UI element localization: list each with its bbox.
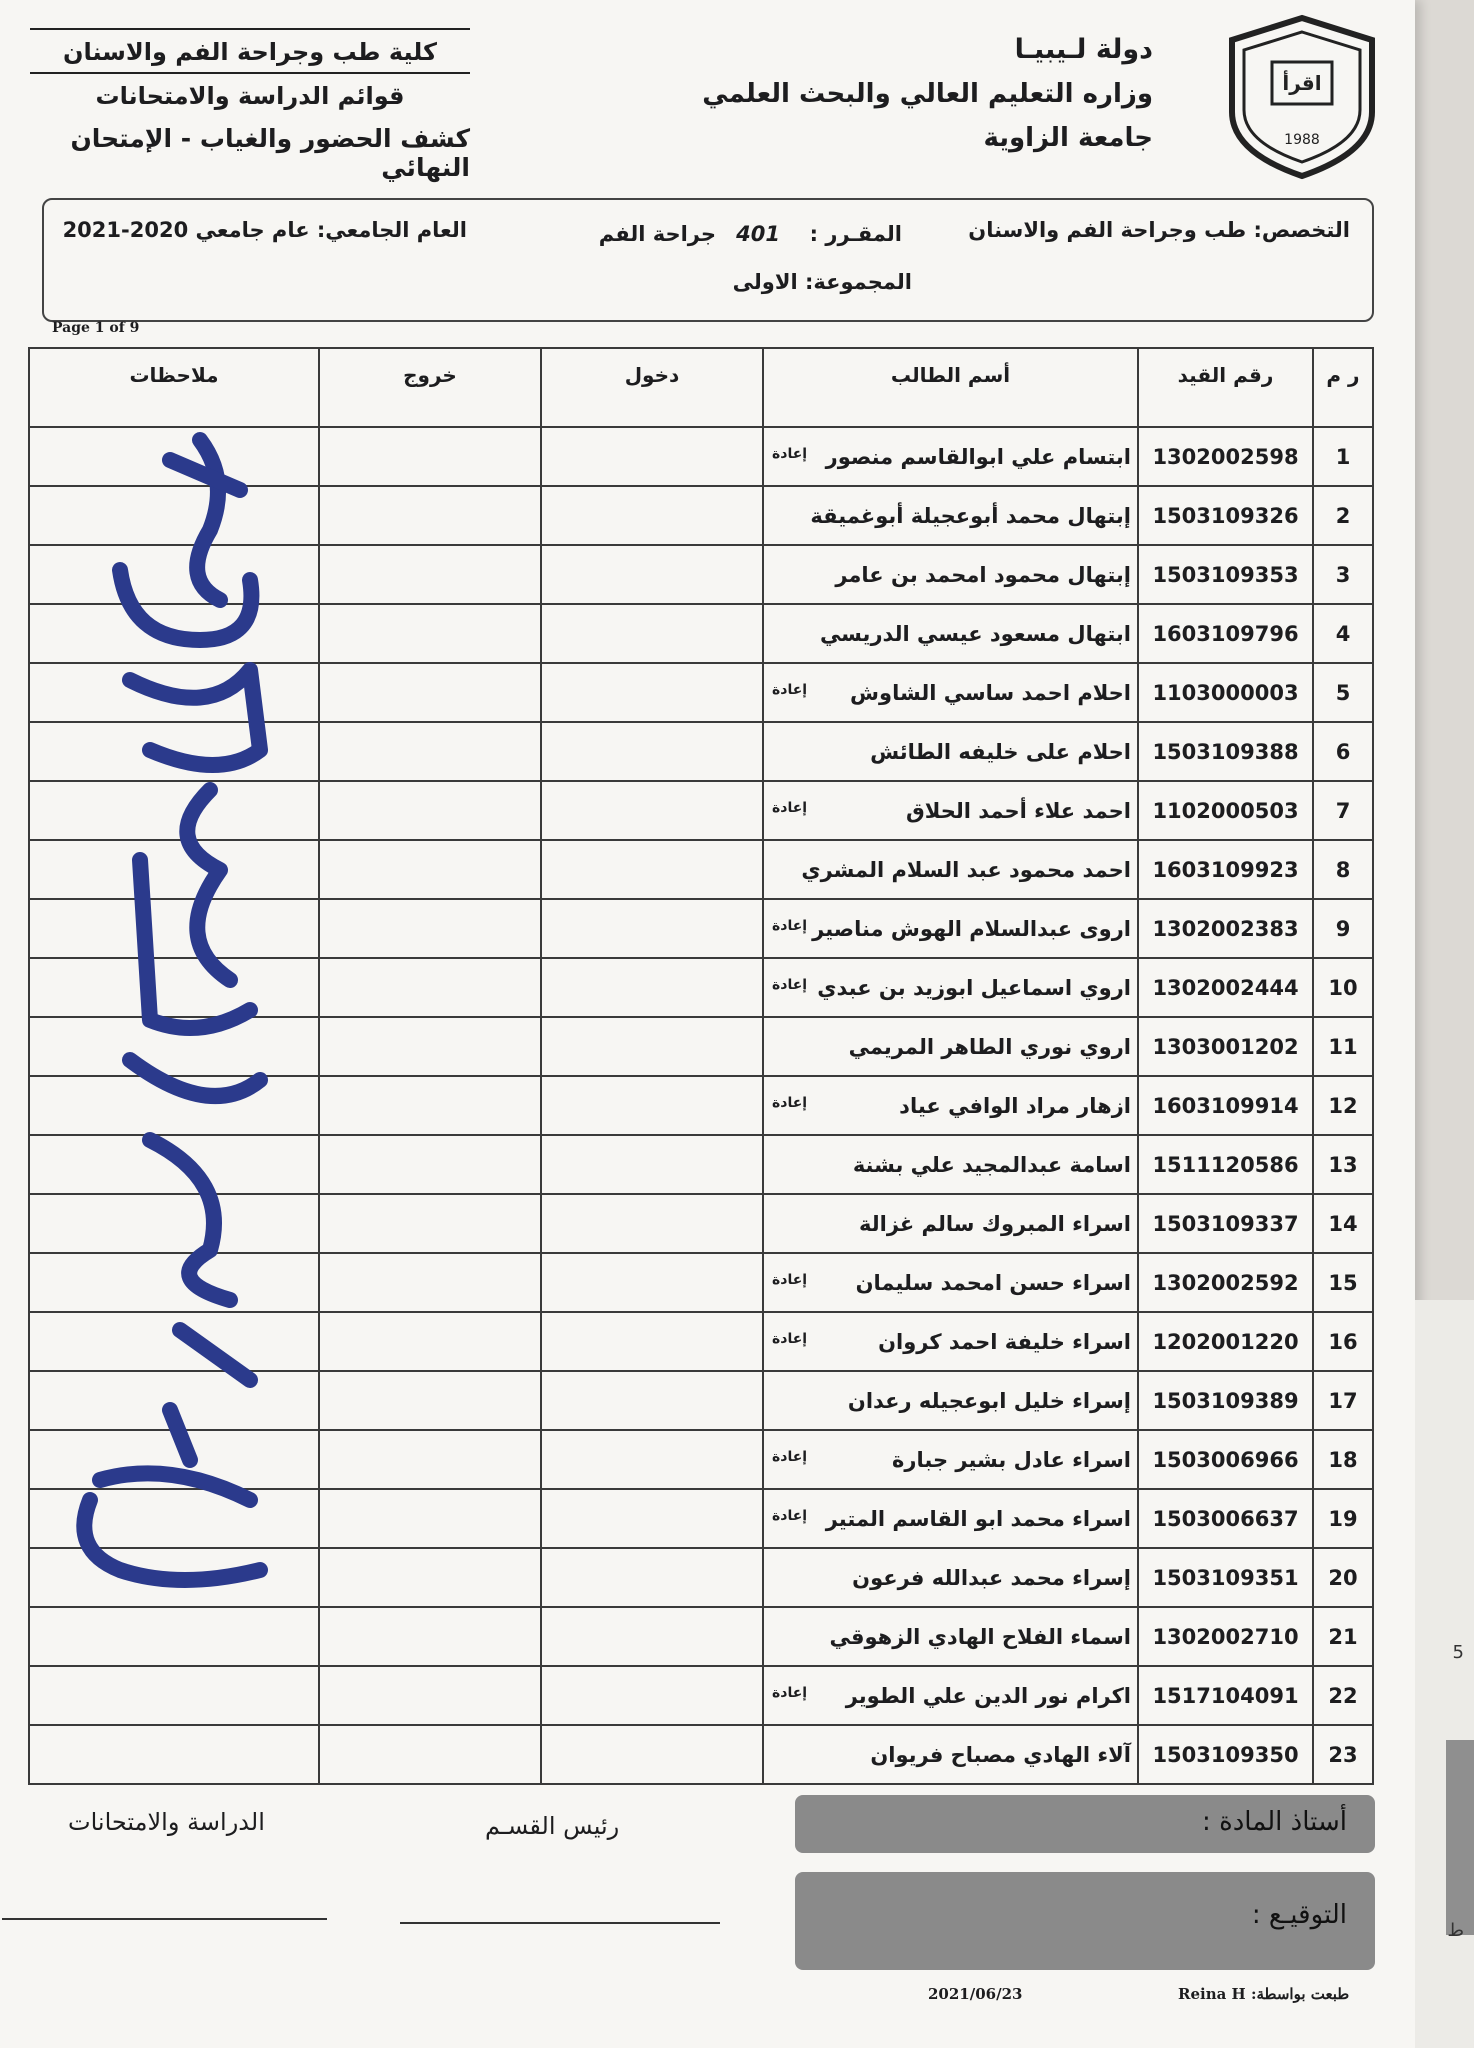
student-id: 1517104091: [1138, 1666, 1313, 1725]
student-id: 1503109388: [1138, 722, 1313, 781]
handwritten-annotation: [60, 420, 300, 1620]
student-name: [763, 899, 1138, 958]
student-name: [763, 663, 1138, 722]
entry-cell: [541, 1017, 763, 1076]
student-name-text: إسراء محمد عبدالله فرعون: [852, 1565, 1131, 1590]
student-name-text: احلام احمد ساسي الشاوش: [850, 680, 1131, 705]
student-name-text: ابتسام علي ابوالقاسم منصور: [825, 444, 1131, 469]
col-header-name: أسم الطالب: [763, 348, 1138, 427]
course-info-box: [42, 198, 1374, 322]
student-name-text: إبتهال محمود امحمد بن عامر: [835, 562, 1131, 587]
repeat-badge: إعادة: [772, 1685, 808, 1701]
exit-cell: [319, 1312, 541, 1371]
student-id: 1603109796: [1138, 604, 1313, 663]
student-name-text: احلام على خليفه الطائش: [870, 739, 1131, 764]
signature-label: التوقيـع :: [1251, 1900, 1347, 1930]
student-name-text: اروي اسماعيل ابوزيد بن عبدي: [817, 975, 1131, 1000]
exit-cell: [319, 1194, 541, 1253]
svg-text:1988: 1988: [1284, 132, 1320, 148]
repeat-badge: إعادة: [772, 1095, 808, 1111]
student-id: 1302002710: [1138, 1607, 1313, 1666]
row-number: 21: [1313, 1607, 1373, 1666]
exit-cell: [319, 899, 541, 958]
student-id: 1302002383: [1138, 899, 1313, 958]
row-number: 3: [1313, 545, 1373, 604]
student-name-text: آلاء الهادي مصباح فريوان: [870, 1742, 1131, 1767]
entry-cell: [541, 958, 763, 1017]
student-name: [763, 958, 1138, 1017]
student-id: 1503109350: [1138, 1725, 1313, 1784]
row-number: 20: [1313, 1548, 1373, 1607]
student-name: [763, 1725, 1138, 1784]
exams-office-label: الدراسة والامتحانات: [68, 1808, 265, 1836]
student-id: 1603109923: [1138, 840, 1313, 899]
repeat-badge: إعادة: [772, 800, 808, 816]
table-row: [29, 1725, 1373, 1784]
row-number: 4: [1313, 604, 1373, 663]
student-name: [763, 1666, 1138, 1725]
row-number: 9: [1313, 899, 1373, 958]
col-header-no: ر م: [1313, 348, 1373, 427]
entry-cell: [541, 1666, 763, 1725]
repeat-badge: إعادة: [772, 918, 808, 934]
exit-cell: [319, 1076, 541, 1135]
exit-cell: [319, 722, 541, 781]
row-number: 12: [1313, 1076, 1373, 1135]
student-name: [763, 427, 1138, 486]
student-id: 1103000003: [1138, 663, 1313, 722]
row-number: 17: [1313, 1371, 1373, 1430]
exams-signature-line: [2, 1918, 327, 1920]
student-name: [763, 1076, 1138, 1135]
course-label: المقـرر :: [809, 222, 902, 246]
entry-cell: [541, 899, 763, 958]
underlying-page: [1415, 1300, 1474, 2048]
exit-cell: [319, 663, 541, 722]
row-number: 5: [1313, 663, 1373, 722]
entry-cell: [541, 663, 763, 722]
entry-cell: [541, 1725, 763, 1784]
university-name: جامعة الزاوية: [983, 123, 1153, 153]
student-name: [763, 722, 1138, 781]
exit-cell: [319, 1371, 541, 1430]
exit-cell: [319, 1253, 541, 1312]
entry-cell: [541, 1312, 763, 1371]
report-title: كشف الحضور والغياب - الإمتحان النهائي: [70, 124, 470, 182]
student-name-text: إبتهال محمد أبوعجيلة أبوغميقة: [810, 503, 1131, 528]
exit-cell: [319, 781, 541, 840]
exit-cell: [319, 486, 541, 545]
entry-cell: [541, 1489, 763, 1548]
repeat-badge: إعادة: [772, 446, 808, 462]
instructor-box: [795, 1795, 1375, 1853]
student-name: [763, 1548, 1138, 1607]
row-number: 19: [1313, 1489, 1373, 1548]
student-name: [763, 1135, 1138, 1194]
student-name-text: اسماء الفلاح الهادي الزهوقي: [829, 1624, 1131, 1649]
repeat-badge: إعادة: [772, 682, 808, 698]
svg-text:اقرأ: اقرأ: [1282, 71, 1322, 95]
exit-cell: [319, 1135, 541, 1194]
student-name-text: اسراء محمد ابو القاسم المتير: [825, 1506, 1131, 1531]
instructor-label: أستاذ المادة :: [1202, 1807, 1347, 1837]
student-name: [763, 840, 1138, 899]
exit-cell: [319, 1548, 541, 1607]
entry-cell: [541, 486, 763, 545]
student-name-text: إسراء خليل ابوعجيله رعدان: [847, 1388, 1131, 1413]
col-header-exit: خروج: [319, 348, 541, 427]
group: المجموعة: الاولى: [732, 270, 912, 294]
row-number: 1: [1313, 427, 1373, 486]
student-name: [763, 1312, 1138, 1371]
student-name: [763, 781, 1138, 840]
student-id: 1302002444: [1138, 958, 1313, 1017]
student-name-text: احمد محمود عبد السلام المشري: [801, 857, 1131, 882]
dept-head-signature-line: [400, 1922, 720, 1924]
entry-cell: [541, 427, 763, 486]
student-id: 1503109326: [1138, 486, 1313, 545]
student-id: 1302002592: [1138, 1253, 1313, 1312]
col-header-id: رقم القيد: [1138, 348, 1313, 427]
entry-cell: [541, 722, 763, 781]
student-id: 1603109914: [1138, 1076, 1313, 1135]
institution-header: [702, 28, 1153, 160]
edge-strip: [1446, 1740, 1474, 1820]
entry-cell: [541, 1076, 763, 1135]
repeat-badge: إعادة: [772, 1331, 808, 1347]
student-id: 1503109389: [1138, 1371, 1313, 1430]
student-name-text: ابتهال مسعود عيسي الدريسي: [819, 621, 1131, 646]
faculty-name: كلية طب وجراحة الفم والاسنان: [62, 38, 437, 66]
repeat-badge: إعادة: [772, 1449, 808, 1465]
university-logo: [1222, 12, 1382, 182]
row-number: 7: [1313, 781, 1373, 840]
row-number: 22: [1313, 1666, 1373, 1725]
entry-cell: [541, 1430, 763, 1489]
academic-year: العام الجامعي: عام جامعي 2020-2021: [62, 218, 467, 242]
exit-cell: [319, 1607, 541, 1666]
exit-cell: [319, 545, 541, 604]
student-name: [763, 1371, 1138, 1430]
faculty-header: [30, 28, 470, 188]
exit-cell: [319, 604, 541, 663]
student-name: [763, 1489, 1138, 1548]
notes-cell: [29, 1666, 319, 1725]
student-id: 1102000503: [1138, 781, 1313, 840]
student-id: 1503109337: [1138, 1194, 1313, 1253]
entry-cell: [541, 1253, 763, 1312]
exit-cell: [319, 1666, 541, 1725]
student-id: 1503109353: [1138, 545, 1313, 604]
student-id: 1503109351: [1138, 1548, 1313, 1607]
notes-cell: [29, 1725, 319, 1784]
student-name: [763, 1430, 1138, 1489]
row-number: 2: [1313, 486, 1373, 545]
student-name: [763, 1253, 1138, 1312]
edge-mark: 5: [1452, 1642, 1464, 1663]
col-header-notes: ملاحظات: [29, 348, 319, 427]
exit-cell: [319, 958, 541, 1017]
entry-cell: [541, 604, 763, 663]
student-name-text: اسراء عادل بشير جبارة: [892, 1447, 1131, 1472]
exit-cell: [319, 1430, 541, 1489]
print-date: 2021/06/23: [928, 1985, 1023, 2003]
exit-cell: [319, 1725, 541, 1784]
student-id: 1202001220: [1138, 1312, 1313, 1371]
country-name: دولة لـيبيـا: [1014, 34, 1153, 65]
ministry-name: وزاره التعليم العالي والبحث العلمي: [702, 79, 1153, 109]
repeat-badge: إعادة: [772, 1272, 808, 1288]
exit-cell: [319, 427, 541, 486]
student-name-text: اسراء خليفة احمد كروان: [878, 1329, 1131, 1354]
student-name-text: ازهار مراد الوافي عياد: [899, 1093, 1131, 1118]
student-name-text: اسامة عبدالمجيد علي بشنة: [852, 1152, 1131, 1177]
student-name-text: اسراء المبروك سالم غزالة: [859, 1211, 1131, 1236]
edge-strip: [1446, 1815, 1474, 1935]
repeat-badge: إعادة: [772, 1508, 808, 1524]
exit-cell: [319, 1017, 541, 1076]
student-id: 1302002598: [1138, 427, 1313, 486]
printed-by: طبعت بواسطة: Reina H: [1178, 1985, 1350, 2003]
student-name-text: احمد علاء أحمد الحلاق: [906, 798, 1131, 823]
dept-head-label: رئيس القسـم: [485, 1812, 620, 1840]
student-name: [763, 1607, 1138, 1666]
student-name: [763, 486, 1138, 545]
row-number: 16: [1313, 1312, 1373, 1371]
col-header-entry: دخول: [541, 348, 763, 427]
entry-cell: [541, 1548, 763, 1607]
row-number: 18: [1313, 1430, 1373, 1489]
signature-box: [795, 1872, 1375, 1970]
row-number: 23: [1313, 1725, 1373, 1784]
entry-cell: [541, 1135, 763, 1194]
exit-cell: [319, 840, 541, 899]
row-number: 14: [1313, 1194, 1373, 1253]
row-number: 8: [1313, 840, 1373, 899]
row-number: 15: [1313, 1253, 1373, 1312]
student-name-text: اروي نوري الطاهر المريمي: [848, 1034, 1131, 1059]
page-indicator: Page 1 of 9: [52, 320, 140, 336]
course-name: جراحة الفم: [598, 222, 716, 246]
student-name-text: اسراء حسن امحمد سليمان: [855, 1270, 1131, 1295]
student-name: [763, 1017, 1138, 1076]
table-row: [29, 1666, 1373, 1725]
entry-cell: [541, 545, 763, 604]
row-number: 6: [1313, 722, 1373, 781]
repeat-badge: إعادة: [772, 977, 808, 993]
course-code: 401: [736, 222, 780, 246]
table-header-row: [29, 348, 1373, 427]
student-id: 1511120586: [1138, 1135, 1313, 1194]
student-id: 1303001202: [1138, 1017, 1313, 1076]
student-id: 1503006637: [1138, 1489, 1313, 1548]
entry-cell: [541, 1371, 763, 1430]
row-number: 11: [1313, 1017, 1373, 1076]
student-name-text: اكرام نور الدين علي الطوير: [845, 1683, 1131, 1708]
student-id: 1503006966: [1138, 1430, 1313, 1489]
entry-cell: [541, 1194, 763, 1253]
student-name-text: اروى عبدالسلام الهوش مناصير: [812, 916, 1131, 941]
row-number: 13: [1313, 1135, 1373, 1194]
student-name: [763, 604, 1138, 663]
entry-cell: [541, 781, 763, 840]
row-number: 10: [1313, 958, 1373, 1017]
edge-mark: ط: [1447, 1920, 1464, 1941]
entry-cell: [541, 840, 763, 899]
section-name: قوائم الدراسة والامتحانات: [95, 82, 405, 110]
specialty: التخصص: طب وجراحة الفم والاسنان: [968, 218, 1350, 242]
student-name: [763, 545, 1138, 604]
exit-cell: [319, 1489, 541, 1548]
entry-cell: [541, 1607, 763, 1666]
student-name: [763, 1194, 1138, 1253]
